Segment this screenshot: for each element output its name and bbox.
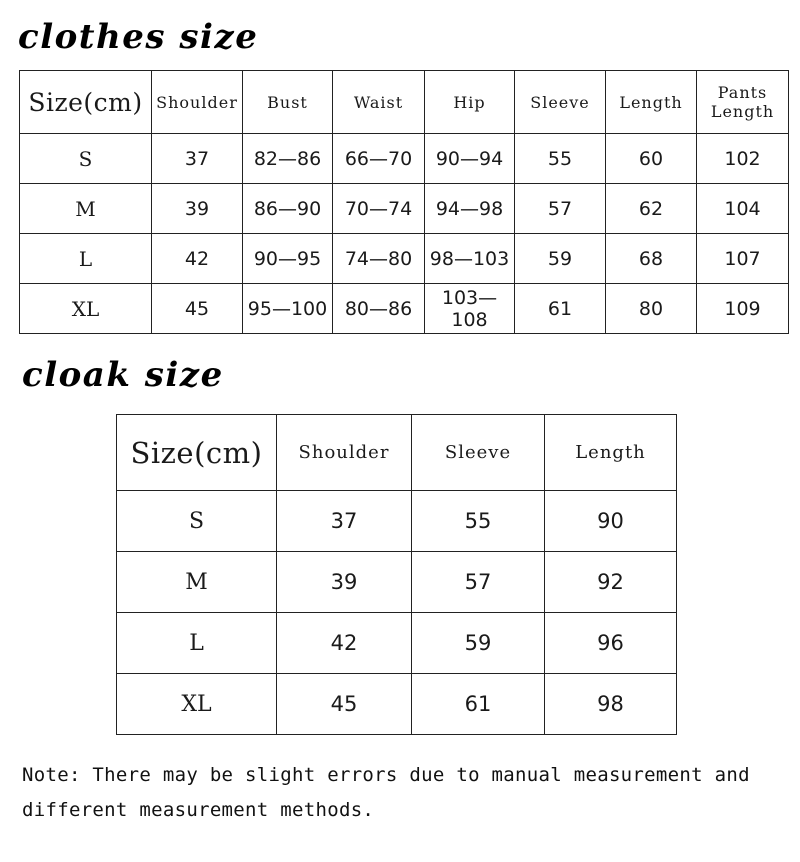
clothes-size-table bbox=[19, 70, 789, 334]
table-row bbox=[20, 284, 789, 334]
measurement-cell: 59 bbox=[515, 234, 606, 284]
size-label-cell: M bbox=[20, 184, 152, 234]
cloak-size-table bbox=[116, 414, 677, 735]
header-length: Length bbox=[606, 71, 697, 134]
table-row bbox=[20, 234, 789, 284]
measurement-cell: 80—86 bbox=[333, 284, 425, 334]
measurement-cell: 86—90 bbox=[243, 184, 333, 234]
measurement-cell: 109 bbox=[697, 284, 789, 334]
table-row bbox=[20, 184, 789, 234]
measurement-cell: 90—94 bbox=[425, 134, 515, 184]
measurement-cell: 68 bbox=[606, 234, 697, 284]
measurement-cell: 45 bbox=[277, 674, 412, 735]
size-label-cell: M bbox=[117, 552, 277, 613]
measurement-cell: 42 bbox=[277, 613, 412, 674]
measurement-cell: 61 bbox=[515, 284, 606, 334]
header-size: Size(cm) bbox=[20, 71, 152, 134]
table-row bbox=[117, 491, 677, 552]
measurement-cell: 62 bbox=[606, 184, 697, 234]
measurement-cell: 74—80 bbox=[333, 234, 425, 284]
header-size: Size(cm) bbox=[117, 415, 277, 491]
size-label-cell: XL bbox=[117, 674, 277, 735]
measurement-cell: 57 bbox=[515, 184, 606, 234]
size-label-cell: S bbox=[117, 491, 277, 552]
measurement-cell: 94—98 bbox=[425, 184, 515, 234]
header-shoulder: Shoulder bbox=[152, 71, 243, 134]
measurement-cell: 45 bbox=[152, 284, 243, 334]
header-pants-length: Pants Length bbox=[697, 71, 789, 134]
measurement-cell: 107 bbox=[697, 234, 789, 284]
measurement-cell: 103—108 bbox=[425, 284, 515, 334]
measurement-cell: 60 bbox=[606, 134, 697, 184]
header-sleeve: Sleeve bbox=[515, 71, 606, 134]
size-label-cell: S bbox=[20, 134, 152, 184]
measurement-cell: 57 bbox=[412, 552, 545, 613]
header-shoulder: Shoulder bbox=[277, 415, 412, 491]
measurement-cell: 55 bbox=[515, 134, 606, 184]
table-header-row bbox=[117, 415, 677, 491]
measurement-note: Note: There may be slight errors due to manual measurement and different measurement methods. bbox=[22, 764, 750, 821]
measurement-cell: 90 bbox=[545, 491, 677, 552]
header-bust: Bust bbox=[243, 71, 333, 134]
table-header-row bbox=[20, 71, 789, 134]
cloak-size-title: cloak size bbox=[22, 355, 224, 395]
table-row bbox=[117, 613, 677, 674]
measurement-cell: 104 bbox=[697, 184, 789, 234]
measurement-cell: 98—103 bbox=[425, 234, 515, 284]
header-waist: Waist bbox=[333, 71, 425, 134]
measurement-cell: 66—70 bbox=[333, 134, 425, 184]
measurement-cell: 82—86 bbox=[243, 134, 333, 184]
table-row bbox=[20, 134, 789, 184]
measurement-cell: 80 bbox=[606, 284, 697, 334]
measurement-cell: 37 bbox=[277, 491, 412, 552]
measurement-cell: 95—100 bbox=[243, 284, 333, 334]
table-row bbox=[117, 552, 677, 613]
measurement-cell: 42 bbox=[152, 234, 243, 284]
measurement-cell: 61 bbox=[412, 674, 545, 735]
measurement-cell: 96 bbox=[545, 613, 677, 674]
measurement-cell: 98 bbox=[545, 674, 677, 735]
measurement-cell: 59 bbox=[412, 613, 545, 674]
header-hip: Hip bbox=[425, 71, 515, 134]
measurement-cell: 90—95 bbox=[243, 234, 333, 284]
measurement-cell: 39 bbox=[152, 184, 243, 234]
table-row bbox=[117, 674, 677, 735]
measurement-cell: 102 bbox=[697, 134, 789, 184]
size-label-cell: L bbox=[117, 613, 277, 674]
header-length: Length bbox=[545, 415, 677, 491]
clothes-size-title: clothes size bbox=[18, 17, 259, 57]
measurement-cell: 92 bbox=[545, 552, 677, 613]
measurement-cell: 39 bbox=[277, 552, 412, 613]
size-label-cell: L bbox=[20, 234, 152, 284]
measurement-cell: 37 bbox=[152, 134, 243, 184]
measurement-cell: 55 bbox=[412, 491, 545, 552]
measurement-cell: 70—74 bbox=[333, 184, 425, 234]
size-label-cell: XL bbox=[20, 284, 152, 334]
header-sleeve: Sleeve bbox=[412, 415, 545, 491]
